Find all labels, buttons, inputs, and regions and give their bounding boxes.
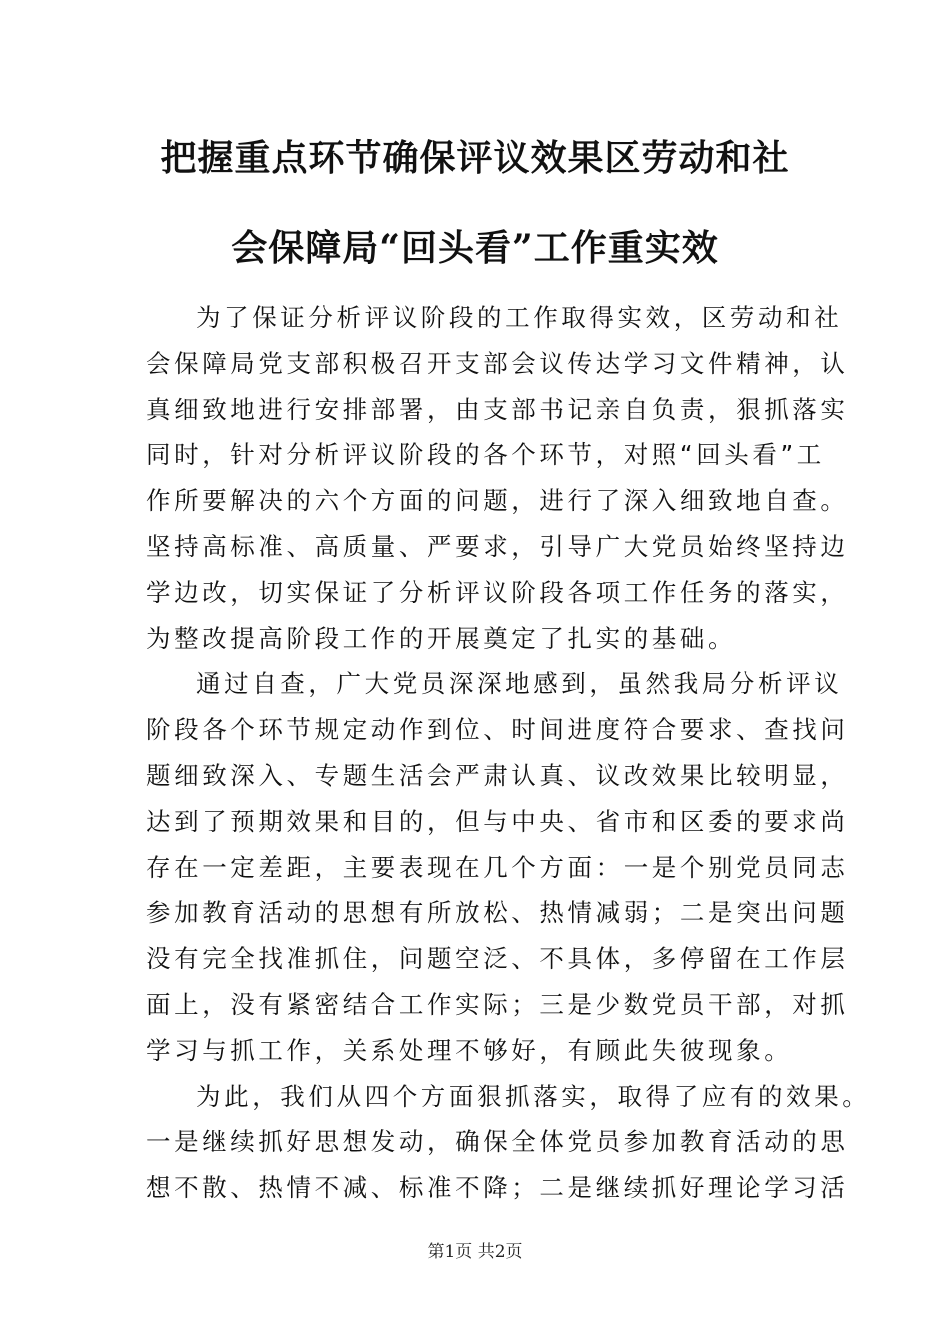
document-title-line-1: 把握重点环节确保评议效果区劳动和社	[160, 137, 790, 179]
body-line: 会保障局党支部积极召开支部会议传达学习文件精神，认	[146, 348, 849, 378]
body-line: 面上，没有紧密结合工作实际；三是少数党员干部，对抓	[146, 989, 849, 1019]
body-line: 学习与抓工作，关系处理不够好，有顾此失彼现象。	[146, 1035, 793, 1065]
document-body	[146, 295, 871, 1211]
body-line: 作所要解决的六个方面的问题，进行了深入细致地自查。	[146, 486, 849, 516]
body-line: 学边改，切实保证了分析评议阶段各项工作任务的落实，	[146, 577, 849, 607]
document-title-line-2: 会保障局“回头看”工作重实效	[231, 227, 719, 269]
body-line: 没有完全找准抓住，问题空泛、不具体，多停留在工作层	[146, 944, 849, 974]
body-line: 题细致深入、专题生活会严肃认真、议改效果比较明显，	[146, 760, 849, 790]
body-line: 参加教育活动的思想有所放松、热情减弱；二是突出问题	[146, 898, 849, 928]
body-line: 坚持高标准、高质量、严要求，引导广大党员始终坚持边	[146, 531, 849, 561]
body-line: 通过自查，广大党员深深地感到，虽然我局分析评议	[196, 669, 843, 699]
body-line: 达到了预期效果和目的，但与中央、省市和区委的要求尚	[146, 806, 849, 836]
body-line: 为了保证分析评议阶段的工作取得实效，区劳动和社	[196, 303, 843, 332]
body-line: 真细致地进行安排部署，由支部书记亲自负责，狠抓落实	[146, 394, 849, 424]
body-line: 想不散、热情不减、标准不降；二是继续抓好理论学习活	[146, 1173, 849, 1203]
body-line: 为整改提高阶段工作的开展奠定了扎实的基础。	[146, 623, 737, 653]
body-line: 一是继续抓好思想发动，确保全体党员参加教育活动的思	[146, 1127, 849, 1157]
body-line: 同时，针对分析评议阶段的各个环节，对照“回头看”工	[146, 440, 825, 470]
body-line: 为此，我们从四个方面狠抓落实，取得了应有的效果。	[196, 1081, 871, 1111]
page-footer: 第1页 共2页	[427, 1242, 523, 1262]
body-line: 存在一定差距，主要表现在几个方面：一是个别党员同志	[146, 852, 849, 882]
body-line: 阶段各个环节规定动作到位、时间进度符合要求、查找问	[146, 715, 849, 745]
